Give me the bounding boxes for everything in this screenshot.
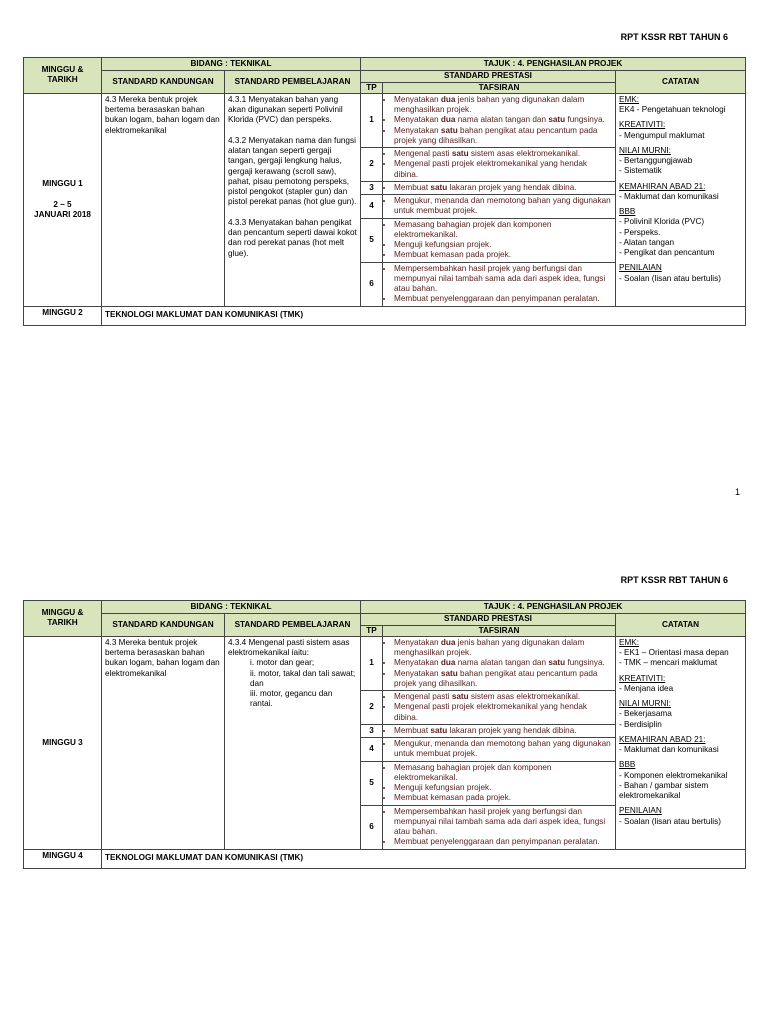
tafsiran-item bbox=[394, 807, 612, 838]
sp-item: 4.3.1 Menyatakan bahan yang akan digunakan seperti Polivinil Klorida (PVC) dan perspeks. bbox=[228, 94, 343, 125]
standard-pembelajaran bbox=[225, 636, 361, 849]
tafsiran-cell bbox=[383, 691, 616, 725]
next-minggu-label: MINGGU 4 bbox=[24, 849, 102, 868]
next-minggu-topic: TEKNOLOGI MAKLUMAT DAN KOMUNIKASI (TMK) bbox=[102, 849, 746, 868]
tafsiran-list bbox=[386, 807, 612, 848]
catatan-heading: NILAI MURNI: bbox=[619, 699, 671, 708]
tafsiran-item bbox=[394, 95, 612, 116]
tafsiran-text: Menyatakan bbox=[394, 125, 441, 135]
tp-level: 2 bbox=[361, 691, 383, 725]
tafsiran-text: bahan pengikat atau pencantum pada projek yang dihasilkan. bbox=[394, 125, 598, 145]
tafsiran-text: jenis bahan yang digunakan dalam menghasilkan projek. bbox=[394, 94, 585, 114]
next-minggu-topic: TEKNOLOGI MAKLUMAT DAN KOMUNIKASI (TMK) bbox=[102, 306, 746, 325]
emphasis-text: dua bbox=[440, 658, 456, 668]
catatan-heading: NILAI MURNI: bbox=[619, 145, 671, 155]
tafsiran-cell bbox=[383, 262, 616, 306]
tp-level: 4 bbox=[361, 738, 383, 762]
catatan-heading: BBB bbox=[619, 760, 636, 770]
tp-level: 6 bbox=[361, 262, 383, 306]
catatan-heading: KREATIVITI: bbox=[619, 673, 666, 683]
tafsiran-item bbox=[394, 739, 612, 760]
tafsiran-text: Menguji kefungsian projek. bbox=[394, 240, 492, 249]
catatan-line: - Mengumpul maklumat bbox=[619, 130, 705, 140]
tafsiran-cell bbox=[383, 738, 616, 762]
tp-level: 6 bbox=[361, 805, 383, 849]
sp-item: 4.3.3 Menyatakan bahan pengikat dan pencantum seperti dawai kokot dan rod perekat panas (hot melt glue). bbox=[228, 217, 357, 258]
page-header-title: RPT KSSR RBT TAHUN 6 bbox=[620, 575, 728, 585]
page-header-title: RPT KSSR RBT TAHUN 6 bbox=[620, 32, 728, 42]
tafsiran-item bbox=[394, 115, 612, 125]
tafsiran-text: Mengenal pasti bbox=[394, 149, 452, 158]
tafsiran-text: fungsinya. bbox=[565, 115, 605, 125]
emphasis-text: satu bbox=[440, 668, 458, 678]
tafsiran-list bbox=[386, 763, 612, 804]
catatan-line: - Pengikat dan pencantum bbox=[619, 248, 715, 257]
catatan-line: EK4 - Pengetahuan teknologi bbox=[619, 105, 726, 114]
tafsiran-text: Membuat kemasan pada projek. bbox=[394, 793, 511, 803]
tafsiran-item bbox=[394, 669, 612, 690]
tafsiran-item bbox=[394, 294, 612, 304]
tafsiran-list bbox=[386, 196, 612, 217]
tafsiran-cell bbox=[383, 218, 616, 262]
catatan-header: CATATAN bbox=[616, 71, 746, 94]
tp-header: TP bbox=[361, 625, 383, 636]
catatan-heading: EMK: bbox=[619, 637, 640, 647]
tp-header: TP bbox=[361, 82, 383, 93]
emphasis-text: satu bbox=[548, 115, 566, 125]
tafsiran-item bbox=[394, 159, 612, 180]
tafsiran-cell bbox=[383, 195, 616, 219]
catatan-line: - Alatan tangan bbox=[619, 237, 675, 247]
minggu-cell: MINGGU 3 bbox=[24, 636, 102, 849]
tafsiran-cell bbox=[383, 93, 616, 147]
tafsiran-item bbox=[394, 658, 612, 668]
tafsiran-cell bbox=[383, 148, 616, 182]
standard-kandungan: 4.3 Mereka bentuk projek bertema berasaskan bahan bukan logam, bahan logam dan elektromekanikal bbox=[102, 636, 225, 849]
catatan-heading: EMK: bbox=[619, 94, 640, 104]
tafsiran-item bbox=[394, 149, 612, 159]
tafsiran-item bbox=[394, 126, 612, 147]
catatan-line: - Bertanggungjawab bbox=[619, 156, 693, 165]
tafsiran-text: Menyatakan bbox=[394, 94, 441, 104]
tafsiran-text: sistem asas elektromekanikal. bbox=[468, 692, 581, 701]
tafsiran-item bbox=[394, 264, 612, 295]
tajuk-header: TAJUK : 4. PENGHASILAN PROJEK bbox=[361, 58, 746, 71]
tafsiran-cell bbox=[383, 805, 616, 849]
tafsiran-list bbox=[386, 638, 612, 689]
tajuk-header: TAJUK : 4. PENGHASILAN PROJEK bbox=[361, 601, 746, 614]
tafsiran-text: Membuat penyelenggaraan dan penyimpanan peralatan. bbox=[394, 294, 600, 304]
emphasis-text: satu bbox=[451, 692, 469, 701]
tafsiran-text: Membuat kemasan pada projek. bbox=[394, 250, 511, 260]
bidang-header: BIDANG : TEKNIKAL bbox=[102, 601, 361, 614]
bidang-header: BIDANG : TEKNIKAL bbox=[102, 58, 361, 71]
catatan-line: - Maklumat dan komunikasi bbox=[619, 745, 719, 754]
col-minggu-header: MINGGU & TARIKH bbox=[24, 58, 102, 94]
tp-level: 2 bbox=[361, 148, 383, 182]
catatan-line: - Menjana idea bbox=[619, 683, 674, 693]
catatan-header: CATATAN bbox=[616, 614, 746, 637]
col-minggu-header: MINGGU & TARIKH bbox=[24, 601, 102, 637]
tafsiran-cell bbox=[383, 636, 616, 690]
tp-level: 4 bbox=[361, 195, 383, 219]
tp-level: 1 bbox=[361, 93, 383, 147]
catatan-heading: KREATIVITI: bbox=[619, 120, 666, 130]
tafsiran-list bbox=[386, 264, 612, 305]
sp-subitem: ii. motor, takal dan tali sawat; dan bbox=[250, 668, 356, 688]
tafsiran-text: Membuat bbox=[394, 725, 431, 735]
catatan-line: - Bahan / gambar sistem elektromekanikal bbox=[619, 780, 709, 800]
tafsiran-list bbox=[386, 726, 612, 736]
tafsiran-text: jenis bahan yang digunakan dalam menghasilkan projek. bbox=[394, 637, 585, 657]
page-number: 1 bbox=[734, 487, 740, 497]
tp-level: 5 bbox=[361, 761, 383, 805]
tp-level: 5 bbox=[361, 218, 383, 262]
sk-header: STANDARD KANDUNGAN bbox=[102, 614, 225, 637]
minggu-label: MINGGU 1 bbox=[42, 179, 83, 189]
catatan-line: - Bekerjasama bbox=[619, 709, 672, 719]
standard-pembelajaran bbox=[225, 93, 361, 306]
sp-sublist bbox=[228, 658, 357, 709]
tafsiran-text: fungsinya. bbox=[565, 658, 605, 668]
minggu-cell bbox=[24, 93, 102, 306]
catatan-line: - TMK – mencari maklumat bbox=[619, 658, 718, 668]
minggu-month: JANUARI 2018 bbox=[34, 209, 91, 219]
tafsiran-header: TAFSIRAN bbox=[383, 625, 616, 636]
tafsiran-text: lakaran projek yang hendak dibina. bbox=[447, 725, 577, 735]
tafsiran-item bbox=[394, 220, 612, 241]
tafsiran-item bbox=[394, 837, 612, 847]
tafsiran-item bbox=[394, 763, 612, 784]
sp-subitem: i. motor dan gear; bbox=[250, 658, 315, 668]
sp-item: 4.3.2 Menyatakan nama dan fungsi alatan tangan seperti gergaji tangan, gergaji lengkung halus, gergaji kerawang (scroll saw), pahat, pisau pemotong perspeks, pistol pengokot (stapler gun) dan pistol perekat panas (hot glue gun). bbox=[228, 135, 357, 207]
tafsiran-list bbox=[386, 95, 612, 146]
emphasis-text: satu bbox=[430, 182, 448, 192]
sk-header: STANDARD KANDUNGAN bbox=[102, 71, 225, 94]
standard-kandungan: 4.3 Mereka bentuk projek bertema berasaskan bahan bukan logam, bahan logam dan elektromekanikal bbox=[102, 93, 225, 306]
emphasis-text: dua bbox=[440, 94, 456, 104]
catatan-line: - Perspeks. bbox=[619, 227, 661, 237]
tafsiran-item bbox=[394, 702, 612, 723]
sp-head: 4.3.4 Mengenal pasti sistem asas elektromekanikal iaitu: bbox=[228, 637, 350, 657]
catatan-cell bbox=[616, 636, 746, 849]
tafsiran-item bbox=[394, 196, 612, 217]
tp-level: 3 bbox=[361, 724, 383, 737]
tafsiran-cell bbox=[383, 724, 616, 737]
tafsiran-text: Menyatakan bbox=[394, 637, 441, 647]
tafsiran-list bbox=[386, 183, 612, 193]
tafsiran-list bbox=[386, 692, 612, 723]
catatan-line: - Berdisiplin bbox=[619, 719, 662, 729]
rpt-table-2 bbox=[23, 600, 746, 869]
tafsiran-item bbox=[394, 638, 612, 659]
tafsiran-item bbox=[394, 793, 612, 803]
tp-level: 3 bbox=[361, 181, 383, 194]
tafsiran-list bbox=[386, 739, 612, 760]
emphasis-text: dua bbox=[440, 637, 456, 647]
catatan-line: - Polivinil Klorida (PVC) bbox=[619, 217, 705, 227]
tafsiran-text: Menyatakan bbox=[394, 668, 441, 678]
sp-header: STANDARD PEMBELAJARAN bbox=[225, 614, 361, 637]
tafsiran-item bbox=[394, 692, 612, 702]
emphasis-text: satu bbox=[548, 658, 566, 668]
tafsiran-text: Membuat bbox=[394, 182, 431, 192]
catatan-line: - Komponen elektromekanikal bbox=[619, 770, 728, 780]
sp-header: STANDARD PEMBELAJARAN bbox=[225, 71, 361, 94]
emphasis-text: satu bbox=[451, 149, 469, 158]
tafsiran-text: Memasang bahagian projek dan komponen elektromekanikal. bbox=[394, 762, 552, 782]
tafsiran-text: bahan pengikat atau pencantum pada projek yang dihasilkan. bbox=[394, 668, 598, 688]
minggu-dates: 2 – 5 bbox=[53, 199, 72, 209]
catatan-line: - Maklumat dan komunikasi bbox=[619, 191, 719, 201]
tafsiran-text: sistem asas elektromekanikal. bbox=[468, 149, 581, 158]
catatan-line: - Soalan (lisan atau bertulis) bbox=[619, 816, 721, 826]
tafsiran-item bbox=[394, 183, 612, 193]
catatan-heading: PENILAIAN bbox=[619, 806, 662, 816]
tafsiran-text: Membuat penyelenggaraan dan penyimpanan peralatan. bbox=[394, 837, 600, 847]
tafsiran-text: nama alatan tangan dan bbox=[455, 658, 549, 668]
rpt-table-1 bbox=[23, 57, 746, 325]
catatan-heading: BBB bbox=[619, 207, 636, 216]
tafsiran-item bbox=[394, 240, 612, 250]
spr-header: STANDARD PRESTASI bbox=[361, 71, 616, 82]
catatan-heading: KEMAHIRAN ABAD 21: bbox=[619, 181, 706, 191]
catatan-line: - Soalan (lisan atau bertulis) bbox=[619, 273, 721, 283]
next-minggu-label: MINGGU 2 bbox=[24, 306, 102, 325]
tafsiran-text: Menyatakan bbox=[394, 115, 441, 125]
tafsiran-text: lakaran projek yang hendak dibina. bbox=[447, 182, 577, 192]
tafsiran-text: nama alatan tangan dan bbox=[455, 115, 549, 125]
tafsiran-list bbox=[386, 149, 612, 180]
tafsiran-text: Mengukur, menanda dan memotong bahan yang digunakan untuk membuat projek. bbox=[394, 739, 611, 759]
emphasis-text: dua bbox=[440, 115, 456, 125]
tafsiran-item bbox=[394, 783, 612, 793]
tafsiran-text: Memasang bahagian projek dan komponen elektromekanikal. bbox=[394, 219, 552, 239]
tafsiran-text: Mengukur, menanda dan memotong bahan yang digunakan untuk membuat projek. bbox=[394, 196, 611, 216]
spr-header: STANDARD PRESTASI bbox=[361, 614, 616, 625]
catatan-heading: PENILAIAN bbox=[619, 263, 662, 273]
tafsiran-text: Mengenal pasti projek elektromekanikal yang hendak dibina. bbox=[394, 159, 587, 179]
emphasis-text: satu bbox=[440, 125, 458, 135]
tafsiran-item bbox=[394, 250, 612, 260]
catatan-heading: KEMAHIRAN ABAD 21: bbox=[619, 734, 706, 744]
tafsiran-text: Mempersembahkan hasil projek yang berfungsi dan mempunyai nilai tambah sama ada dari aspek idea, fungsi atau bahan. bbox=[394, 263, 606, 293]
tafsiran-list bbox=[386, 220, 612, 261]
tafsiran-text: Mempersembahkan hasil projek yang berfungsi dan mempunyai nilai tambah sama ada dari aspek idea, fungsi atau bahan. bbox=[394, 806, 606, 836]
tafsiran-text: Mengenal pasti projek elektromekanikal yang hendak dibina. bbox=[394, 702, 587, 722]
sp-subitem: iii. motor, gegancu dan rantai. bbox=[250, 689, 333, 709]
catatan-cell bbox=[616, 93, 746, 306]
tafsiran-text: Menguji kefungsian projek. bbox=[394, 783, 492, 792]
tafsiran-header: TAFSIRAN bbox=[383, 82, 616, 93]
tafsiran-text: Menyatakan bbox=[394, 658, 441, 668]
emphasis-text: satu bbox=[430, 725, 448, 735]
tafsiran-text: Mengenal pasti bbox=[394, 692, 452, 701]
catatan-line: - EK1 – Orientasi masa depan bbox=[619, 648, 729, 657]
tafsiran-cell bbox=[383, 761, 616, 805]
tafsiran-cell bbox=[383, 181, 616, 194]
tafsiran-item bbox=[394, 726, 612, 736]
catatan-line: - Sistematik bbox=[619, 166, 662, 176]
tp-level: 1 bbox=[361, 636, 383, 690]
